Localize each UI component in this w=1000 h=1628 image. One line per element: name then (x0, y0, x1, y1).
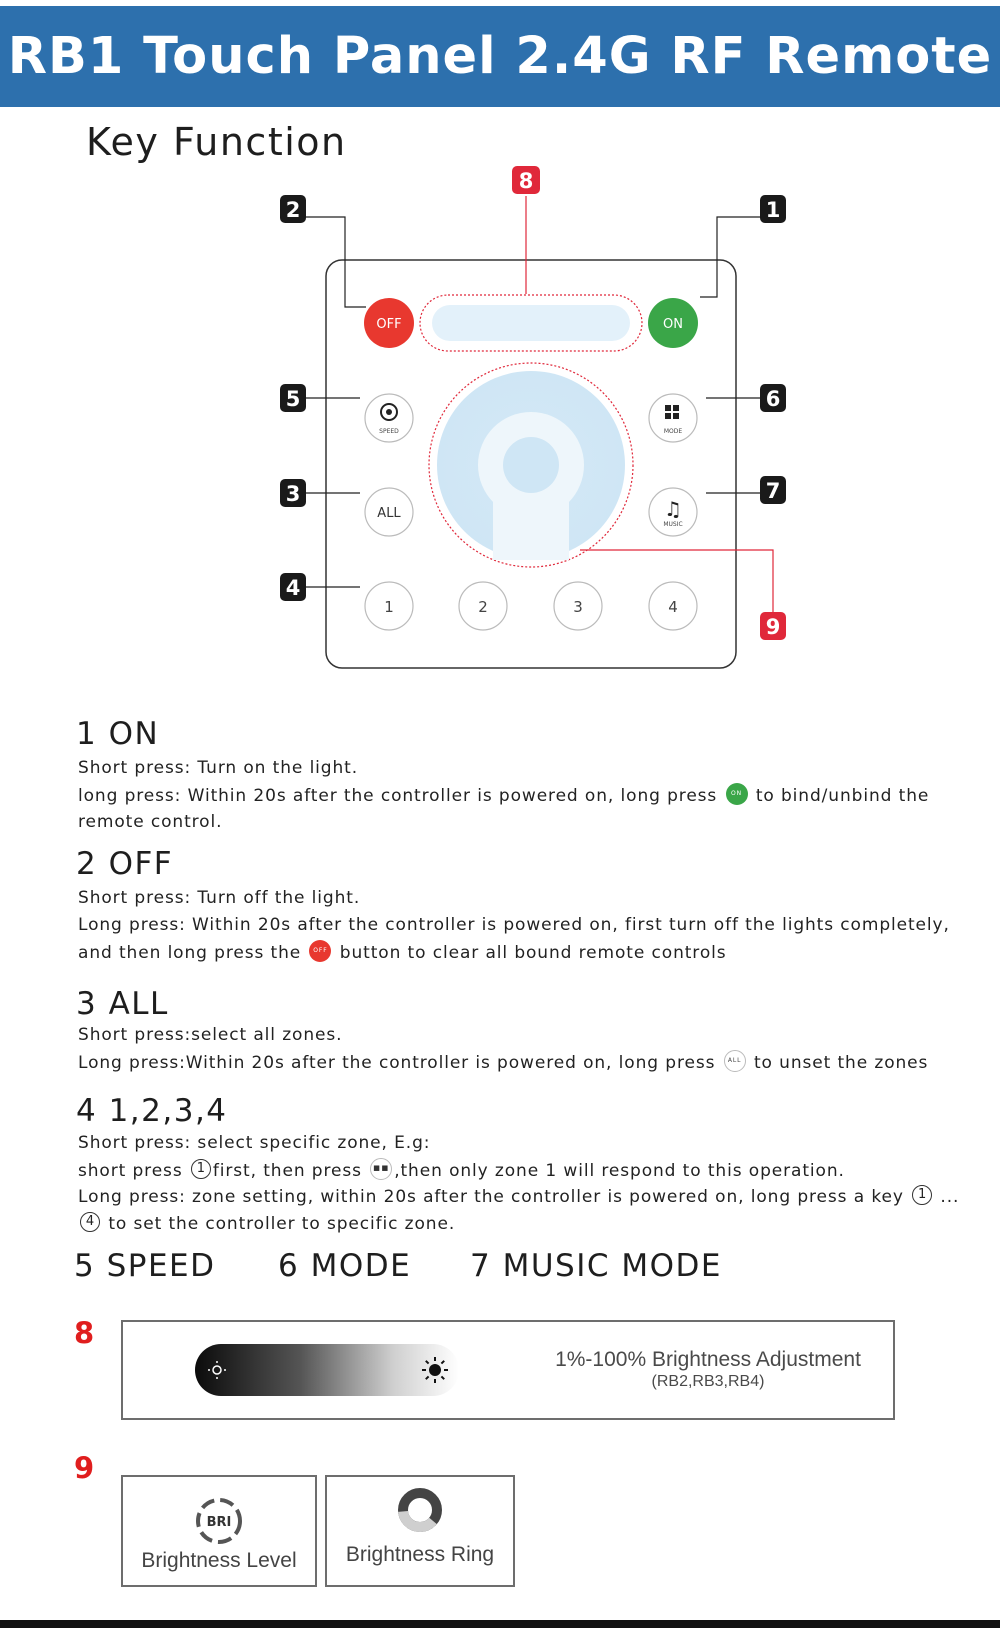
svg-text:2: 2 (478, 598, 488, 616)
page-title: RB1 Touch Panel 2.4G RF Remote (7, 27, 993, 86)
key-function-title: Key Function (86, 120, 347, 164)
bottom-strip (0, 1620, 1000, 1628)
off-inline-icon: OFF (309, 940, 331, 962)
sun-bright-icon (421, 1356, 449, 1384)
off-button-label: OFF (376, 317, 402, 332)
section-off-title: 2 OFF (76, 846, 174, 882)
mode-speed-title: 5 SPEED (74, 1248, 216, 1284)
section-on-title: 1 ON (76, 716, 160, 752)
callout-8 (512, 166, 540, 194)
svg-text:MODE: MODE (663, 428, 683, 435)
svg-text:1: 1 (765, 198, 781, 222)
callout-2 (280, 195, 306, 223)
section-zones-line1: Short press: select specific zone, E.g: (78, 1133, 431, 1153)
section-zones-title: 4 1,2,3,4 (76, 1093, 228, 1129)
section-on-line1: Short press: Turn on the light. (78, 758, 359, 778)
svg-text:SPEED: SPEED (379, 428, 399, 435)
svg-text:BRI: BRI (206, 1515, 232, 1530)
callout-7 (760, 476, 786, 504)
ring-gap (493, 500, 569, 560)
section-zones-line3: Long press: zone setting, within 20s after the controller is powered on, long press a key 1 ... (78, 1187, 960, 1207)
callout-3 (280, 479, 306, 507)
mode-mode-title: 6 MODE (278, 1248, 412, 1284)
brightness-ring-label: Brightness Ring (345, 1543, 495, 1566)
music-button (649, 488, 697, 536)
svg-text:3: 3 (573, 598, 583, 616)
zone-button-2 (459, 582, 507, 630)
section-all-title: 3 ALL (76, 986, 169, 1022)
svg-text:9: 9 (765, 615, 781, 639)
section-off-line2: Long press: Within 20s after the controller is powered on, first turn off the lights completely, (78, 915, 950, 935)
zone-button-1 (365, 582, 413, 630)
section-off-line3: and then long press the OFF button to clear all bound remote controls (78, 942, 727, 964)
zone-1-inline-icon: 1 (191, 1159, 211, 1179)
zone-1-inline-icon-2: 1 (912, 1185, 932, 1205)
on-button-label: ON (663, 317, 683, 332)
section8-number: 8 (74, 1316, 95, 1350)
section-all-line1: Short press:select all zones. (78, 1025, 343, 1045)
brightness-ring-icon (393, 1483, 447, 1537)
zone-button-3 (554, 582, 602, 630)
mode-music-title: 7 MUSIC MODE (470, 1248, 722, 1284)
brightness-level-label: Brightness Level (141, 1549, 297, 1572)
on-button (648, 298, 698, 348)
callout-4 (280, 573, 306, 601)
zone-button-4 (649, 582, 697, 630)
remote-diagram (0, 160, 1000, 680)
zone-4-inline-icon: 4 (80, 1212, 100, 1232)
svg-text:5: 5 (285, 387, 301, 411)
brightness-bar (432, 305, 630, 341)
brightness-level-box (121, 1475, 317, 1587)
brightness-adjust-box (121, 1320, 895, 1420)
brightness-ring-box (325, 1475, 515, 1587)
modes-row (74, 1248, 722, 1284)
music-icon: ♫ (664, 497, 682, 521)
page-header (0, 6, 1000, 107)
brightness-adjust-label: 1%-100% Brightness Adjustment (RB2,RB3,RB4) (555, 1348, 861, 1390)
callout-1 (760, 195, 786, 223)
svg-text:6: 6 (765, 387, 781, 411)
svg-text:4: 4 (285, 576, 301, 600)
section-on-line2: long press: Within 20s after the controller is powered on, long press ON to bind/unbind the (78, 785, 929, 807)
callout-9 (760, 612, 786, 640)
svg-text:2: 2 (285, 198, 301, 222)
mode-inline-icon: ▪▪ (370, 1158, 392, 1180)
callout-5 (280, 384, 306, 412)
svg-text:7: 7 (765, 479, 781, 503)
svg-text:MUSIC: MUSIC (663, 521, 683, 528)
mode-button (649, 394, 697, 442)
all-inline-icon: ALL (724, 1050, 746, 1072)
section-off-line1: Short press: Turn off the light. (78, 888, 361, 908)
brightness-slider (195, 1344, 459, 1396)
speed-button (365, 394, 413, 442)
section-all-line2: Long press:Within 20s after the controller is powered on, long press ALL to unset the zones (78, 1052, 928, 1074)
svg-text:8: 8 (518, 169, 534, 193)
section-zones-line2: short press 1 first, then press ▪▪ ,then only zone 1 will respond to this operation. (78, 1160, 845, 1182)
section-zones-line4: 4 to set the controller to specific zone. (78, 1214, 455, 1234)
section9-number: 9 (74, 1451, 95, 1485)
svg-text:1: 1 (384, 598, 394, 616)
sun-dim-icon (205, 1358, 229, 1382)
brightness-level-icon (193, 1495, 245, 1547)
section-on-line3: remote control. (78, 812, 223, 832)
svg-text:3: 3 (285, 482, 301, 506)
ring-center (503, 437, 559, 493)
svg-text:ALL: ALL (377, 506, 401, 521)
callout-6 (760, 384, 786, 412)
on-inline-icon: ON (726, 783, 748, 805)
svg-text:4: 4 (668, 598, 678, 616)
off-button (364, 298, 414, 348)
all-button (365, 488, 413, 536)
